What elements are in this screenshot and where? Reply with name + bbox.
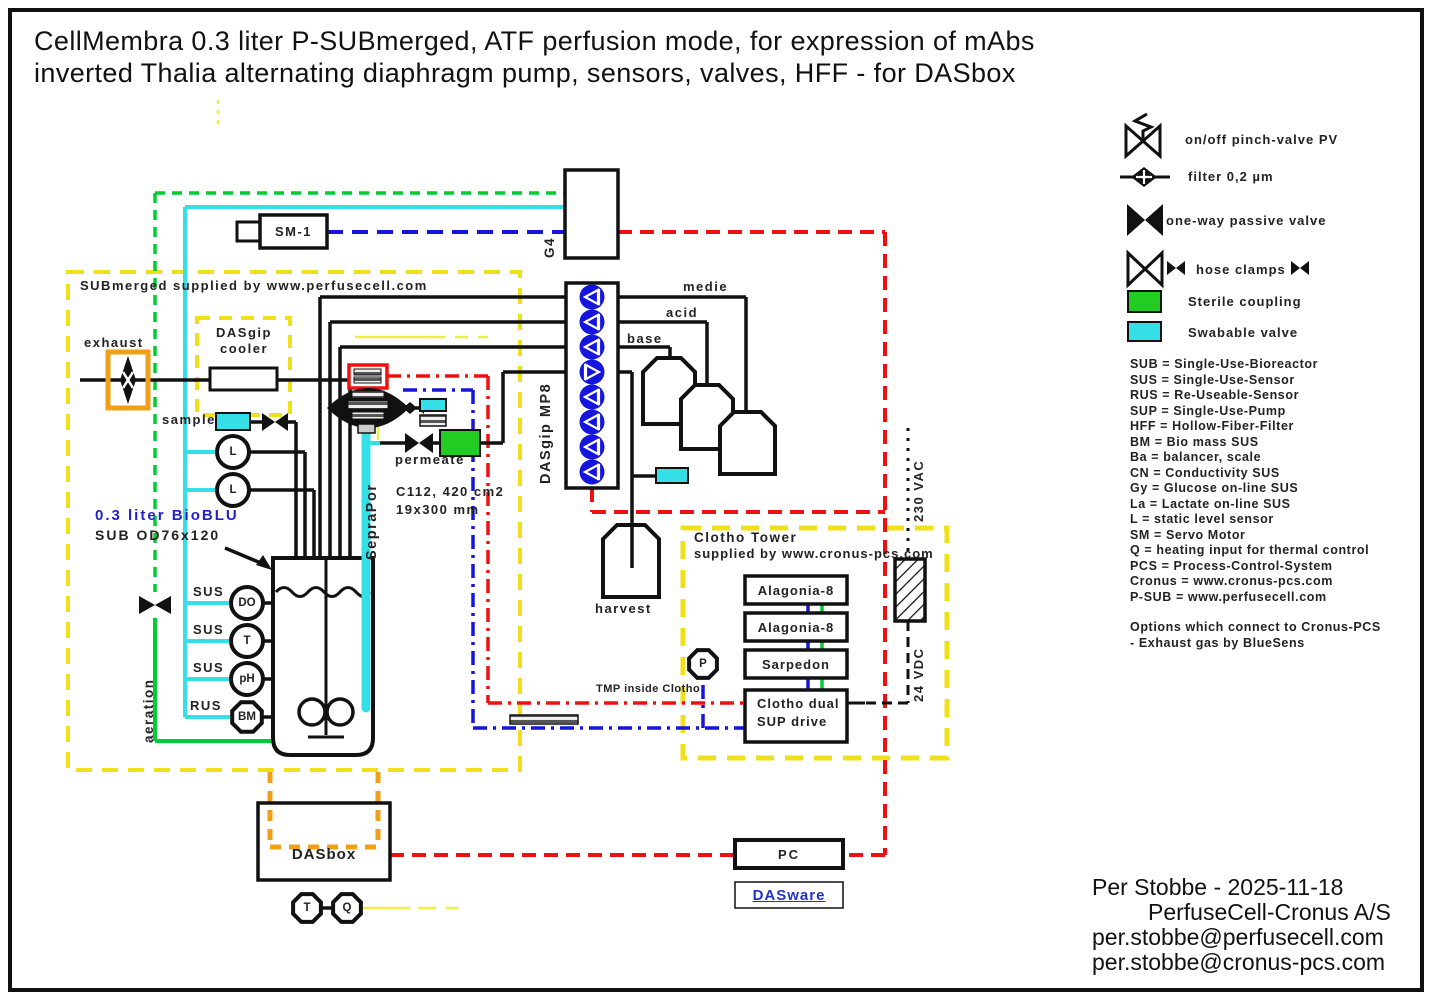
- legend-swabable-valve-label: Swabable valve: [1188, 325, 1299, 340]
- abbrev-rus: RUS = Re-Useable-Sensor: [1130, 388, 1300, 402]
- abbrev-la: La = Lactate on-line SUS: [1130, 497, 1291, 511]
- tmp-label: TMP inside Clotho: [596, 683, 701, 695]
- abbrev-hff: HFF = Hollow-Fiber-Filter: [1130, 419, 1294, 433]
- legend-filter-label: filter 0,2 µm: [1188, 169, 1274, 184]
- one-way-valve-icon: [1127, 204, 1163, 236]
- sus-label-2: SUS: [193, 622, 225, 637]
- mp8-label: DASgip MP8: [538, 382, 554, 484]
- page-title-line2: inverted Thalia alternating diaphragm pump, sensors, valves, HFF - for DASbox: [34, 58, 1016, 88]
- aeration-label: aeration: [141, 678, 156, 743]
- cooler-label-line2: cooler: [219, 341, 268, 356]
- filter-icon: [1120, 167, 1170, 187]
- sample-label: sample: [162, 412, 216, 427]
- legend-hose-clamps-label: hose clamps: [1196, 262, 1286, 277]
- clotho-supplier: supplied by www.cronus-pcs.com: [694, 546, 934, 561]
- abbrev-q: Q = heating input for thermal control: [1130, 543, 1370, 557]
- aeration-valve: [139, 596, 171, 614]
- filter-spec-line2: 19x300 mm: [396, 502, 480, 517]
- pressure-letter: P: [699, 658, 707, 670]
- abbrev-cronus: Cronus = www.cronus-pcs.com: [1130, 574, 1333, 588]
- medie-label: medie: [683, 279, 729, 294]
- rus-label: RUS: [190, 698, 222, 713]
- abbrev-cn: CN = Conductivity SUS: [1130, 466, 1280, 480]
- sarpedon-label: Sarpedon: [762, 656, 830, 672]
- sample-swabable-valve: [216, 413, 250, 430]
- pump-outlet-fitting: [358, 424, 375, 433]
- bm-letter: BM: [238, 711, 256, 723]
- base-label: base: [627, 331, 663, 346]
- permeate-label: permeate: [395, 452, 465, 467]
- do-letter: DO: [238, 597, 256, 609]
- exhaust-label: exhaust: [84, 335, 144, 350]
- g4-controller-box: [565, 170, 618, 258]
- harvest-label: harvest: [595, 601, 652, 616]
- pump-port-fitting: [420, 415, 446, 426]
- impeller-blade: [299, 699, 325, 725]
- clotho-drive-line1: Clotho dual: [757, 696, 840, 711]
- abbrev-l: L = static level sensor: [1130, 512, 1274, 526]
- abbrev-sub: SUB = Single-Use-Bioreactor: [1130, 357, 1319, 371]
- acid-label: acid: [666, 305, 699, 320]
- legend-pinch-valve-label: on/off pinch-valve PV: [1185, 132, 1339, 147]
- abbrev-sm: SM = Servo Motor: [1130, 528, 1246, 542]
- g4-label: G4: [542, 236, 557, 258]
- legend-one-way-label: one-way passive valve: [1166, 213, 1327, 228]
- level1-letter: L: [229, 446, 237, 458]
- cooler-label-line1: DASgip: [216, 325, 272, 340]
- clotho-title: Clotho Tower: [694, 530, 798, 545]
- abbrev-pcs: PCS = Process-Control-System: [1130, 559, 1333, 573]
- impeller-blade: [327, 699, 353, 725]
- seprapor-label: SepraPor: [364, 483, 380, 560]
- vessel-sub-label: SUB OD76x120: [95, 527, 221, 543]
- footer-email-1: per.stobbe@perfusecell.com: [1092, 924, 1384, 950]
- dasbox-label: DASbox: [291, 846, 357, 863]
- abbrev-ba: Ba = balancer, scale: [1130, 450, 1262, 464]
- options-line2: - Exhaust gas by BlueSens: [1130, 636, 1305, 650]
- footer-author-date: Per Stobbe - 2025-11-18: [1092, 874, 1344, 900]
- dasbox-unit: [258, 803, 390, 880]
- medie-bag: [720, 412, 775, 474]
- permeate-one-way-valve: [405, 433, 433, 453]
- dasbox-heating-link: [270, 772, 378, 847]
- sm1-label: SM-1: [274, 224, 313, 239]
- callout-arrowhead: [256, 555, 272, 570]
- cooler-element: [210, 368, 277, 390]
- sus-label-3: SUS: [193, 660, 225, 675]
- psu-24vdc: [895, 559, 925, 621]
- abbrev-sus: SUS = Single-Use-Sensor: [1130, 373, 1295, 387]
- submerged-box-label: SUBmerged supplied by www.perfusecell.com: [80, 278, 428, 293]
- dasgip-mp8-module: [566, 283, 618, 488]
- q-letter: Q: [342, 902, 352, 914]
- filter-spec-line1: C112, 420 cm2: [396, 484, 505, 499]
- footer-email-2: per.stobbe@cronus-pcs.com: [1092, 949, 1386, 975]
- dasware-label: DASware: [752, 886, 826, 904]
- feed-bags: [643, 358, 775, 474]
- alagonia-label-2: Alagonia-8: [757, 619, 835, 635]
- page-title-line1: CellMembra 0.3 liter P-SUBmerged, ATF perfusion mode, for expression of mAbs: [34, 26, 1035, 56]
- sterile-coupling-icon: [1128, 291, 1161, 312]
- pinch-valve-icon: [1126, 114, 1160, 156]
- alagonia-label-1: Alagonia-8: [757, 582, 835, 598]
- pump-swabable-valve: [420, 399, 446, 411]
- ph-letter: pH: [239, 673, 255, 685]
- v230-label: 230 VAC: [911, 459, 926, 522]
- harvest-swabable-valve: [656, 468, 688, 483]
- legend-sterile-coupling-label: Sterile coupling: [1188, 294, 1302, 309]
- level2-letter: L: [229, 484, 237, 496]
- vessel-name-label: 0.3 liter BioBLU: [95, 507, 239, 524]
- v24-label: 24 VDC: [911, 647, 926, 702]
- abbrev-bm: BM = Bio mass SUS: [1130, 435, 1259, 449]
- options-line1: Options which connect to Cronus-PCS: [1130, 620, 1381, 634]
- abbrev-sup: SUP = Single-Use-Pump: [1130, 404, 1286, 418]
- pc-label: PC: [777, 846, 801, 862]
- sus-label-1: SUS: [193, 584, 225, 599]
- t2-letter: T: [303, 902, 311, 914]
- temp-letter: T: [243, 635, 251, 647]
- bioreactor-vessel: [273, 558, 373, 755]
- abbrev-psub: P-SUB = www.perfusecell.com: [1130, 590, 1327, 604]
- footer-company: PerfuseCell-Cronus A/S: [1148, 899, 1391, 925]
- abbrev-gy: Gy = Glucose on-line SUS: [1130, 481, 1299, 495]
- tmp-sensor-strip: [510, 715, 578, 724]
- clotho-drive-line2: SUP drive: [757, 714, 828, 729]
- swabable-valve-icon: [1128, 322, 1161, 341]
